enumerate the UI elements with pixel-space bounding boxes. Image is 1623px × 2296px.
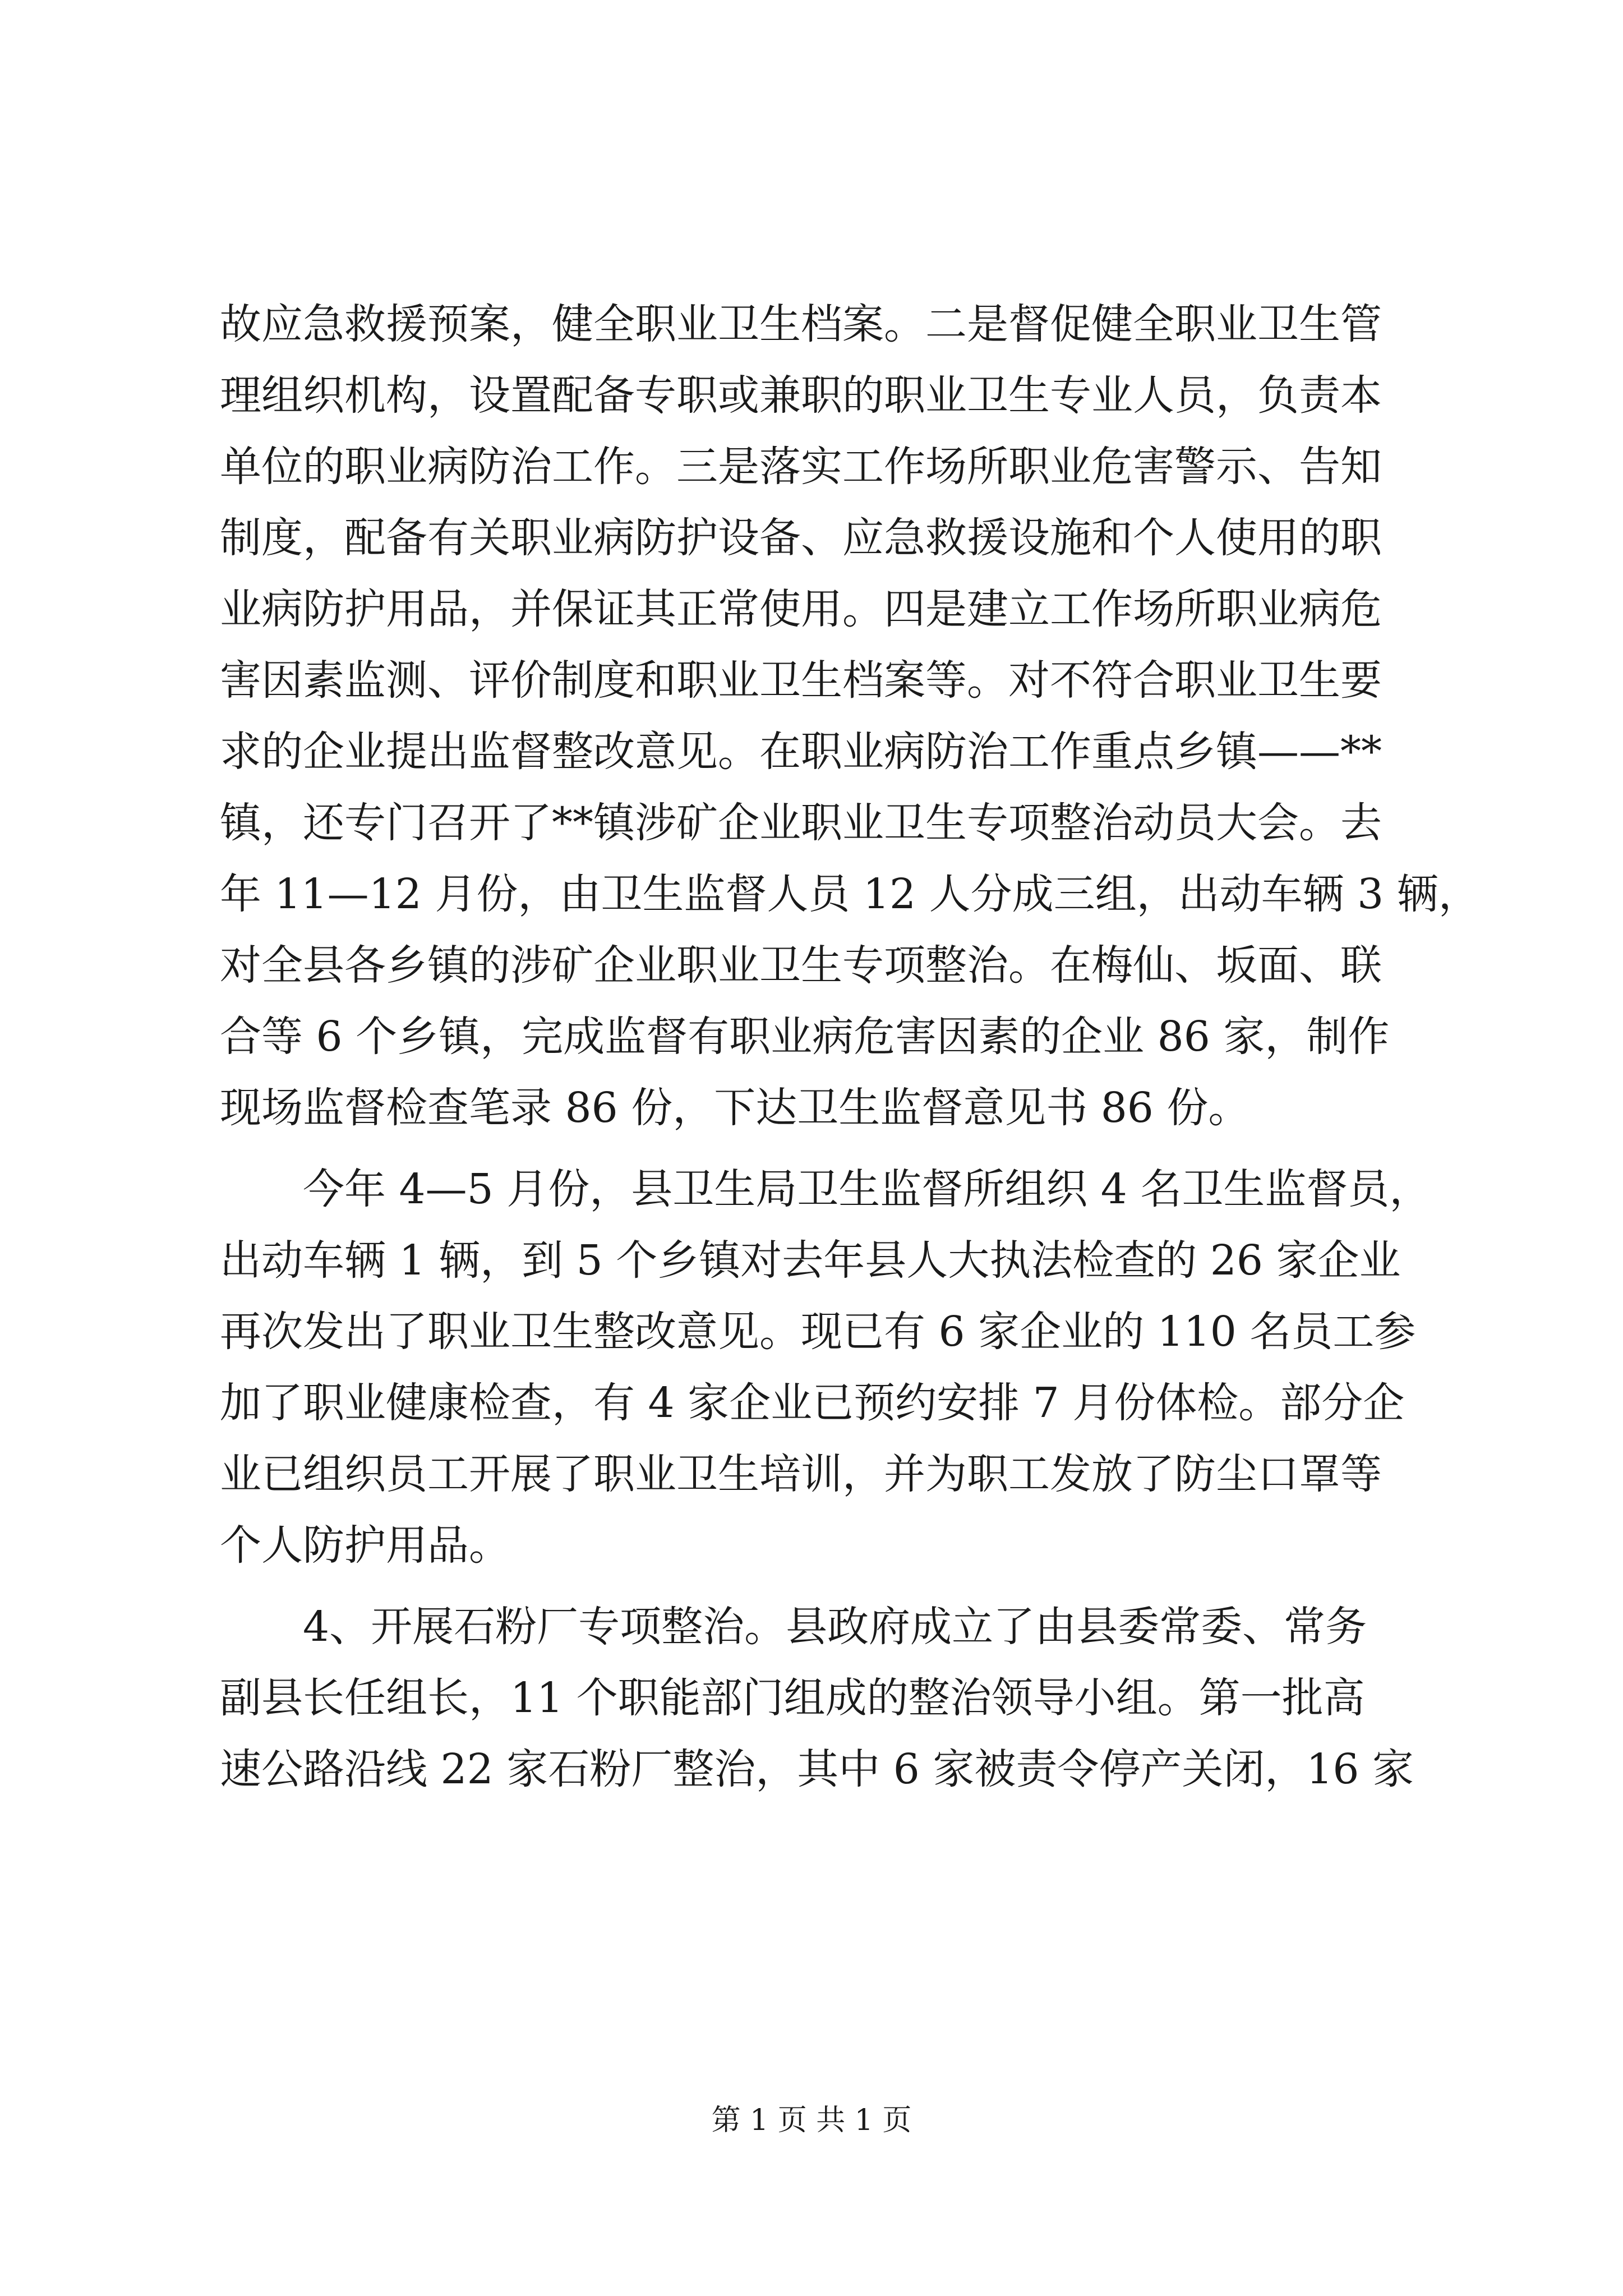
text-line: 故应急救援预案，健全职业卫生档案。二是督促健全职业卫生管 [220, 300, 1382, 348]
text-line: 单位的职业病防治工作。三是落实工作场所职业危害警示、告知 [220, 443, 1382, 491]
page-footer: 第 1 页 共 1 页 [711, 2104, 912, 2137]
paragraph-start-line: 今年 4—5 月份，县卫生局卫生监督所组织 4 名卫生监督员， [303, 1165, 1431, 1213]
text-line: 理组织机构，设置配备专职或兼职的职业卫生专业人员，负责本 [220, 371, 1382, 420]
text-line: 制度，配备有关职业病防护设备、应急救援设施和个人使用的职 [220, 514, 1382, 562]
text-line: 害因素监测、评价制度和职业卫生档案等。对不符合职业卫生要 [220, 656, 1382, 705]
text-line: 速公路沿线 22 家石粉厂整治，其中 6 家被责令停产关闭，16 家 [220, 1745, 1414, 1793]
text-line: 个人防护用品。 [220, 1521, 510, 1570]
paragraph-start-line: 4、开展石粉厂专项整治。县政府成立了由县委常委、常务 [303, 1603, 1367, 1651]
text-line: 年 11—12 月份，由卫生监督人员 12 人分成三组，出动车辆 3 辆， [220, 870, 1480, 918]
text-line: 现场监督检查笔录 86 份，下达卫生监督意见书 86 份。 [220, 1084, 1250, 1132]
text-line: 出动车辆 1 辆，到 5 个乡镇对去年县人大执法检查的 26 家企业 [220, 1236, 1401, 1285]
text-line: 求的企业提出监督整改意见。在职业病防治工作重点乡镇——** [220, 728, 1382, 776]
text-line: 副县长任组长，11 个职能部门组成的整治领导小组。第一批高 [220, 1674, 1365, 1722]
text-line: 业病防护用品，并保证其正常使用。四是建立工作场所职业病危 [220, 585, 1382, 633]
text-line: 加了职业健康检查，有 4 家企业已预约安排 7 月份体检。部分企 [220, 1379, 1405, 1427]
text-line: 合等 6 个乡镇，完成监督有职业病危害因素的企业 86 家，制作 [220, 1013, 1390, 1061]
text-line: 对全县各乡镇的涉矿企业职业卫生专项整治。在梅仙、坂面、联 [220, 941, 1382, 990]
text-line: 再次发出了职业卫生整改意见。现已有 6 家企业的 110 名员工参 [220, 1308, 1416, 1356]
text-line: 业已组织员工开展了职业卫生培训，并为职工发放了防尘口罩等 [220, 1450, 1382, 1498]
text-line: 镇，还专门召开了**镇涉矿企业职业卫生专项整治动员大会。去 [220, 799, 1382, 847]
